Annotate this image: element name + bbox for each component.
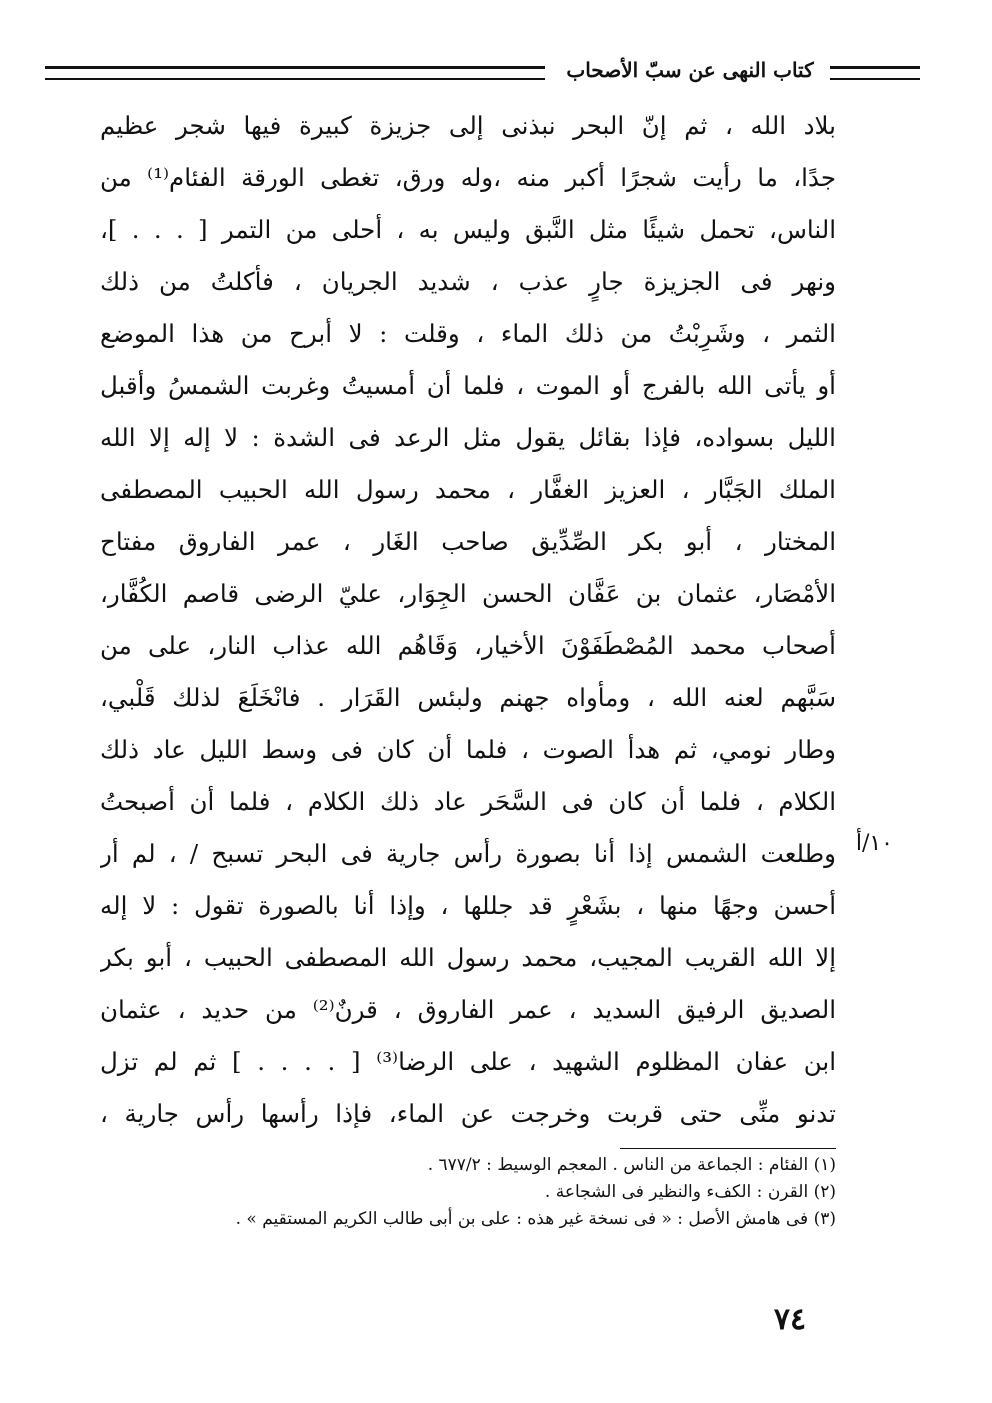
text-line: أصحاب محمد المُصْطَفَوْنَ الأخيار، وَقَاهُم الله عذاب النار، على من: [100, 631, 836, 660]
footnote-separator: [620, 1148, 836, 1149]
header-rule-left: [45, 66, 545, 80]
text-line: إلا الله القريب المجيب، محمد رسول الله المصطفى الحبيب ، أبو بكر: [100, 943, 836, 972]
text-line: الناس، تحمل شيئًا مثل النَّبق وليس به ، أحلى من التمر [ . . . ]،: [100, 215, 836, 244]
text-line: الأمْصَار، عثمان بن عَفَّان الحسن الجِوَار، عليّ الرضى قاصم الكُفَّار،: [100, 579, 836, 608]
text-line: سَبَّهم لعنه الله ، ومأواه جهنم ولبئس القَرَار . فانْخَلَعَ لذلك قَلْبي،: [100, 683, 836, 712]
text-line: تدنو منِّى حتى قربت وخرجت عن الماء، فإذا رأسها رأس جارية ،: [100, 1099, 836, 1128]
running-header: [45, 52, 920, 92]
text-line: ونهر فى الجزيزة جارٍ عذب ، شديد الجريان ، فأكلتُ من ذلك: [100, 267, 836, 296]
footnote: (٣) فى هامش الأصل : « فى نسخة غير هذه : على بن أبى طالب الكريم المستقيم » .: [235, 1209, 836, 1229]
text-line: الثمر ، وشَرِبْتُ من ذلك الماء ، وقلت : لا أبرح من هذا الموضع: [100, 319, 836, 348]
text-line: جدًا، ما رأيت شجرًا أكبر منه ،وله ورق، تغطى الورقة الفئام⁽¹⁾ من: [100, 163, 836, 192]
text-line: ابن عفان المظلوم الشهيد ، على الرضا⁽³⁾ [ . . . . ] ثم لم تزل: [100, 1047, 836, 1076]
footnote: (٢) القرن : الكفء والنظير فى الشجاعة .: [544, 1182, 836, 1202]
text-line: أو يأتى الله بالفرج أو الموت ، فلما أن أمسيتُ وغربت الشمسُ وأقبل: [100, 371, 836, 400]
text-line: وطار نومي، ثم هدأ الصوت ، فلما أن كان فى وسط الليل عاد ذلك: [100, 735, 836, 764]
text-line: المختار ، أبو بكر الصِّدِّيق صاحب الغَار ، عمر الفاروق مفتاح: [100, 527, 836, 556]
text-line: الكلام ، فلما أن كان فى السَّحَر عاد ذلك الكلام ، فلما أن أصبحتُ: [100, 787, 836, 816]
page-number: ٧٤: [773, 1302, 807, 1337]
header-rule-right: [830, 66, 920, 80]
manuscript-folio-marker: ١٠/أ: [855, 831, 893, 856]
body-text: [100, 100, 836, 1140]
text-line: الصديق الرفيق السديد ، عمر الفاروق ، قرنٌ⁽²⁾ من حديد ، عثمان: [100, 995, 836, 1024]
text-line: الملك الجَبَّار ، العزيز الغفَّار ، محمد رسول الله الحبيب المصطفى: [100, 475, 836, 504]
footnotes: [100, 1152, 836, 1233]
text-line: وطلعت الشمس إذا أنا بصورة رأس جارية فى البحر تسبح / ، لم أر: [100, 839, 836, 868]
header-title: كتاب النهى عن سبّ الأصحاب: [566, 58, 814, 82]
text-line: أحسن وجهًا منها ، بشَعْرٍ قد جللها ، وإذا أنا بالصورة تقول : لا إله: [100, 891, 836, 920]
footnote: (١) الفئام : الجماعة من الناس . المعجم الوسيط : ٦٧٧/٢ .: [427, 1155, 836, 1175]
text-line: الليل بسواده، فإذا بقائل يقول مثل الرعد فى الشدة : لا إله إلا الله: [100, 423, 836, 452]
text-line: بلاد الله ، ثم إنّ البحر نبذنى إلى جزيزة كبيرة فيها شجر عظيم: [100, 111, 836, 140]
